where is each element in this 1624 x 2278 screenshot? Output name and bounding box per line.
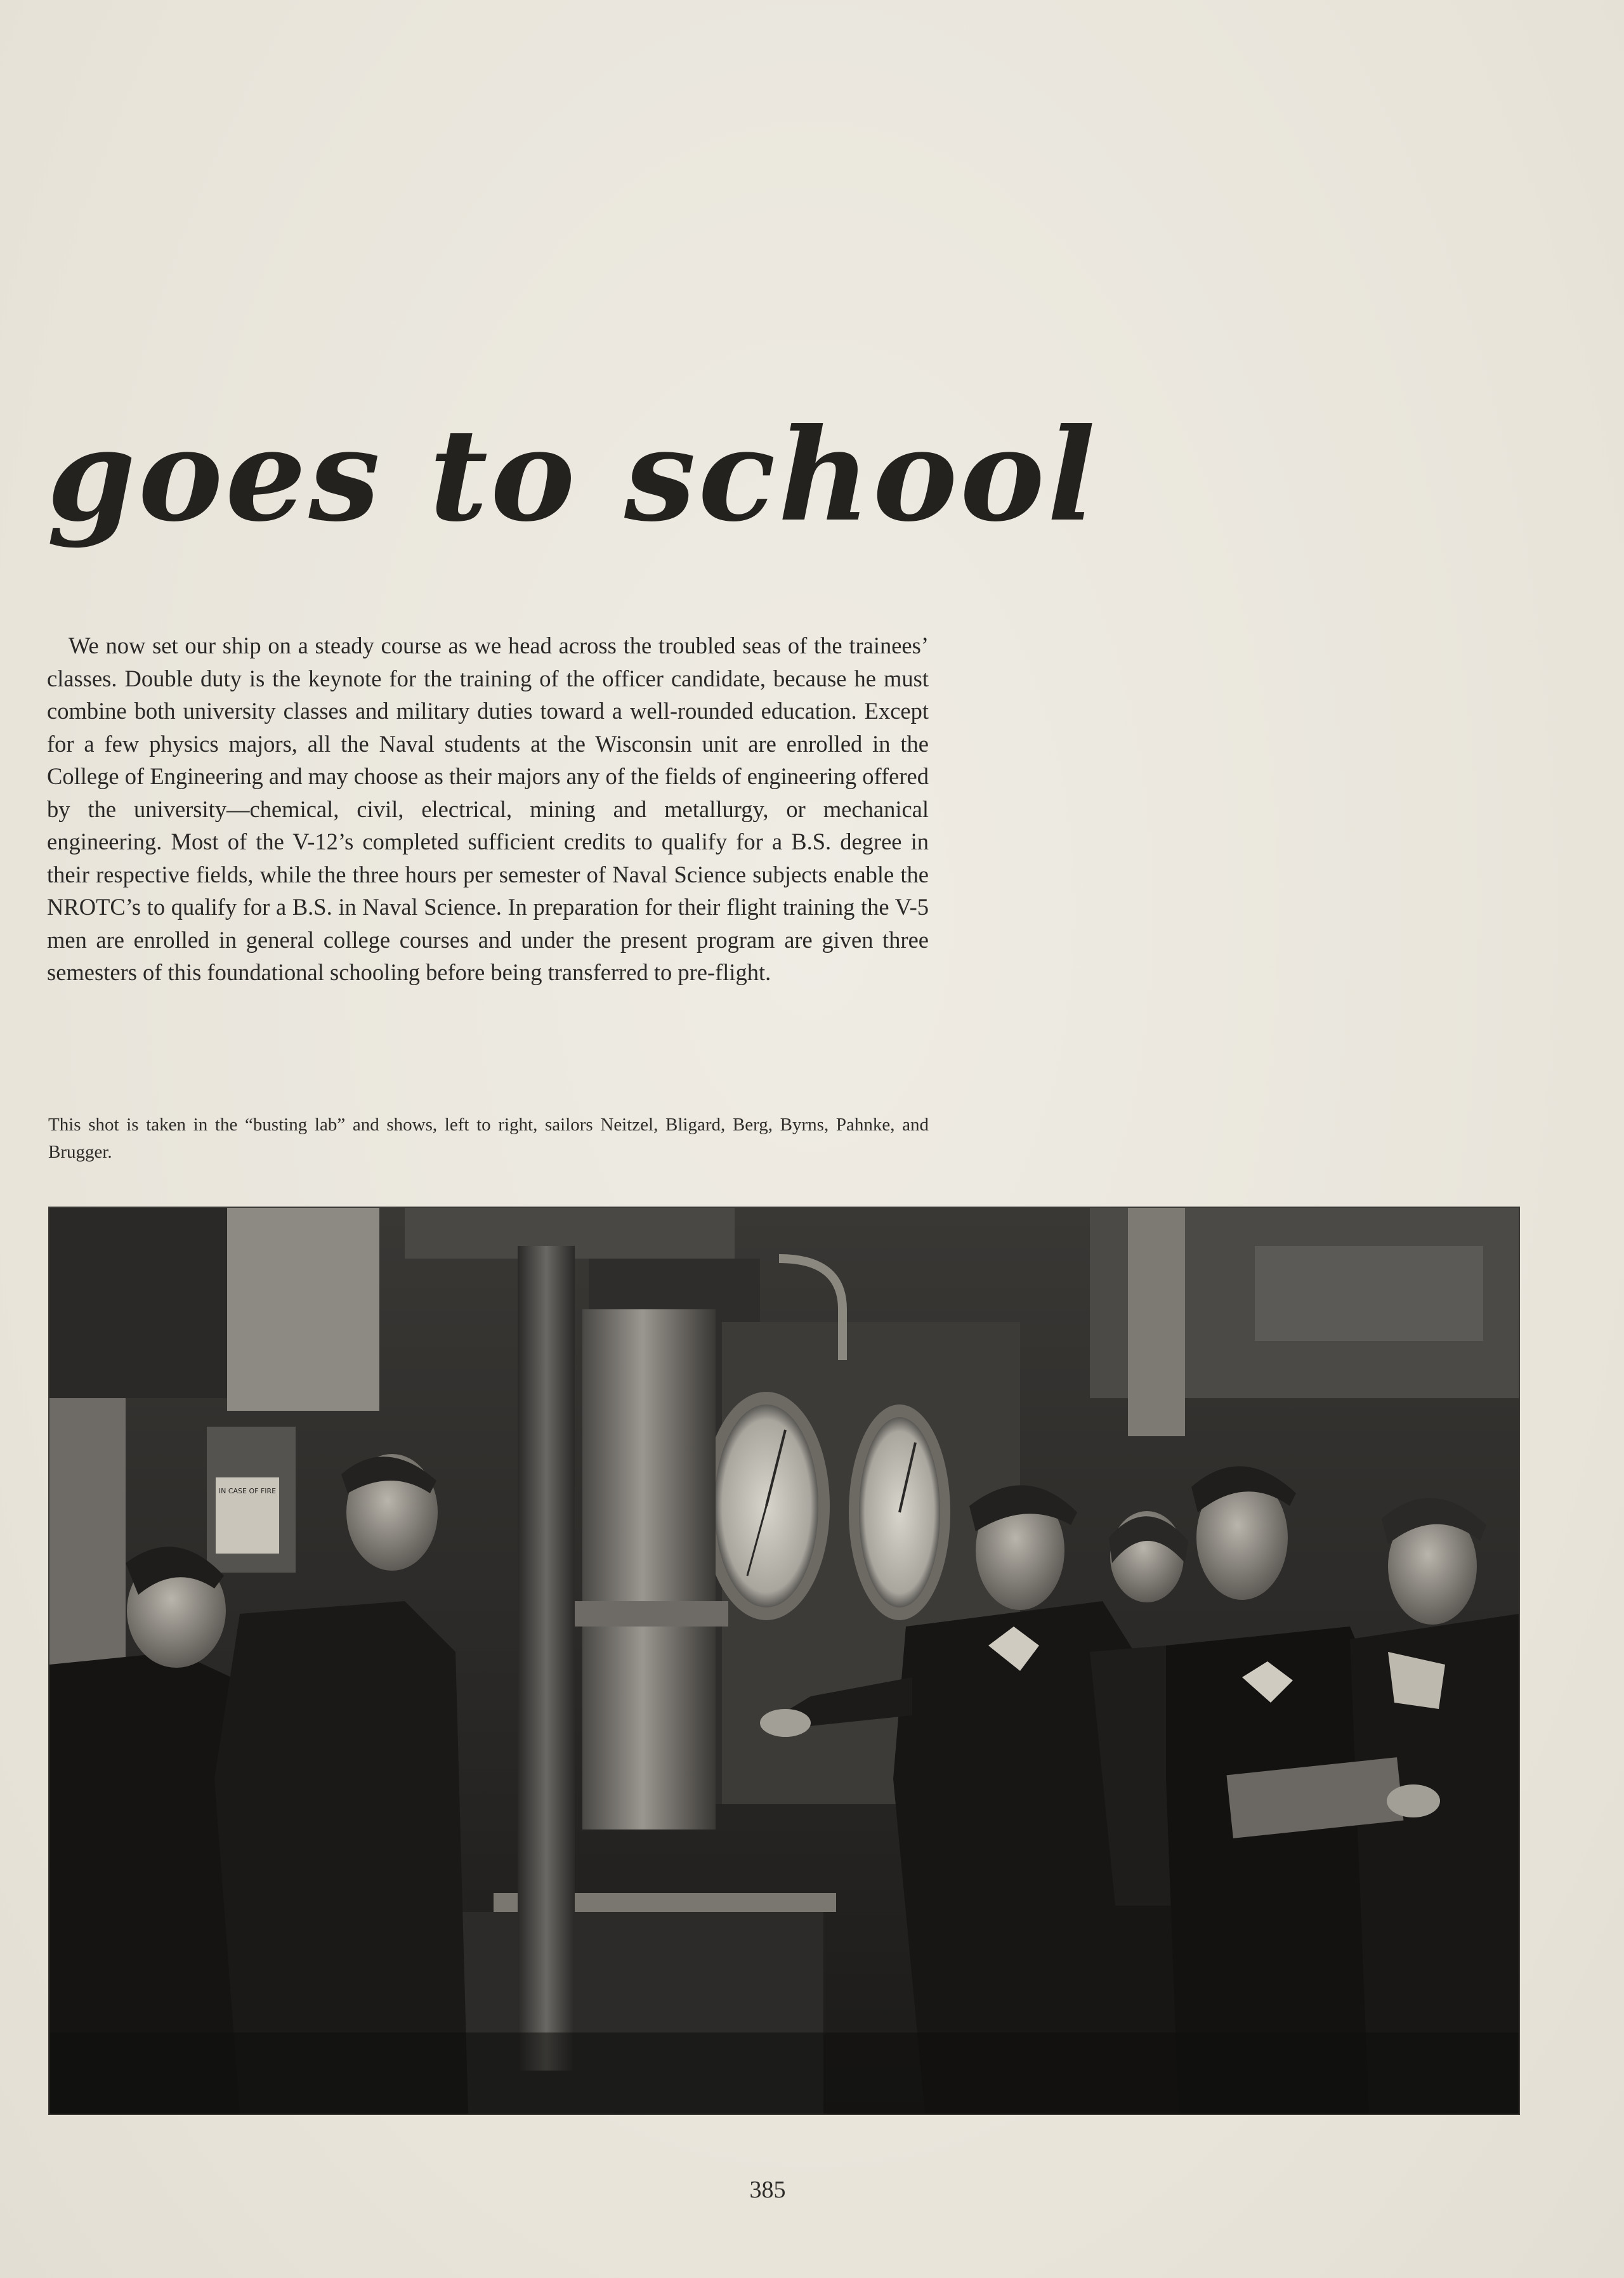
left-wall-panel (49, 1398, 126, 1665)
page-heading: goes to school (47, 401, 1098, 550)
foreground-shadow (49, 2033, 1519, 2114)
press-platen (570, 1601, 728, 1627)
lab-photo-illustration (49, 1208, 1519, 2114)
machine-column (518, 1246, 575, 2071)
left-gauge (703, 1392, 830, 1620)
dark-left-corner (49, 1208, 227, 1398)
fire-sign-text: IN CASE OF FIRE (218, 1487, 277, 1495)
back-window (1255, 1246, 1483, 1341)
light-pillar (227, 1208, 379, 1411)
back-pipe (1128, 1208, 1185, 1436)
test-specimen-cylinder (582, 1627, 716, 1830)
press-ram (582, 1309, 716, 1601)
body-paragraph: We now set our ship on a steady course as we head across the troubled seas of the trainees’ classes. Double duty is the keynote for the training of the officer candidate, because he must combine both university classes and military duties toward a well-rounded education. Except for a few physics majors, all the Naval students at the Wisconsin unit are enrolled in the College of Engineering and may choose as their majors any of the fields of engineering offered by the university—chemical, civil, electrical, mining and metallurgy, or mechanical engineering. Most of the V-12’s completed sufficient credits to qualify for a B.S. degree in their respective fields, while the three hours per semester of Naval Science subjects enable the NROTC’s to qualify for a B.S. in Naval Science. In preparation for their flight training the V-5 men are enrolled in general college courses and under the present program are given three semesters of this foundational schooling before being transferred to pre-flight. (47, 632, 929, 985)
show-through-text (660, 115, 952, 134)
lab-photograph (49, 1208, 1519, 2114)
page-number: 385 (749, 2177, 786, 2203)
right-gauge (849, 1404, 950, 1620)
photo-caption: This shot is taken in the “busting lab” and shows, left to right, sailors Neitzel, Bligard, Berg, Byrns, Pahnke, and Brugger. (48, 1115, 929, 1162)
